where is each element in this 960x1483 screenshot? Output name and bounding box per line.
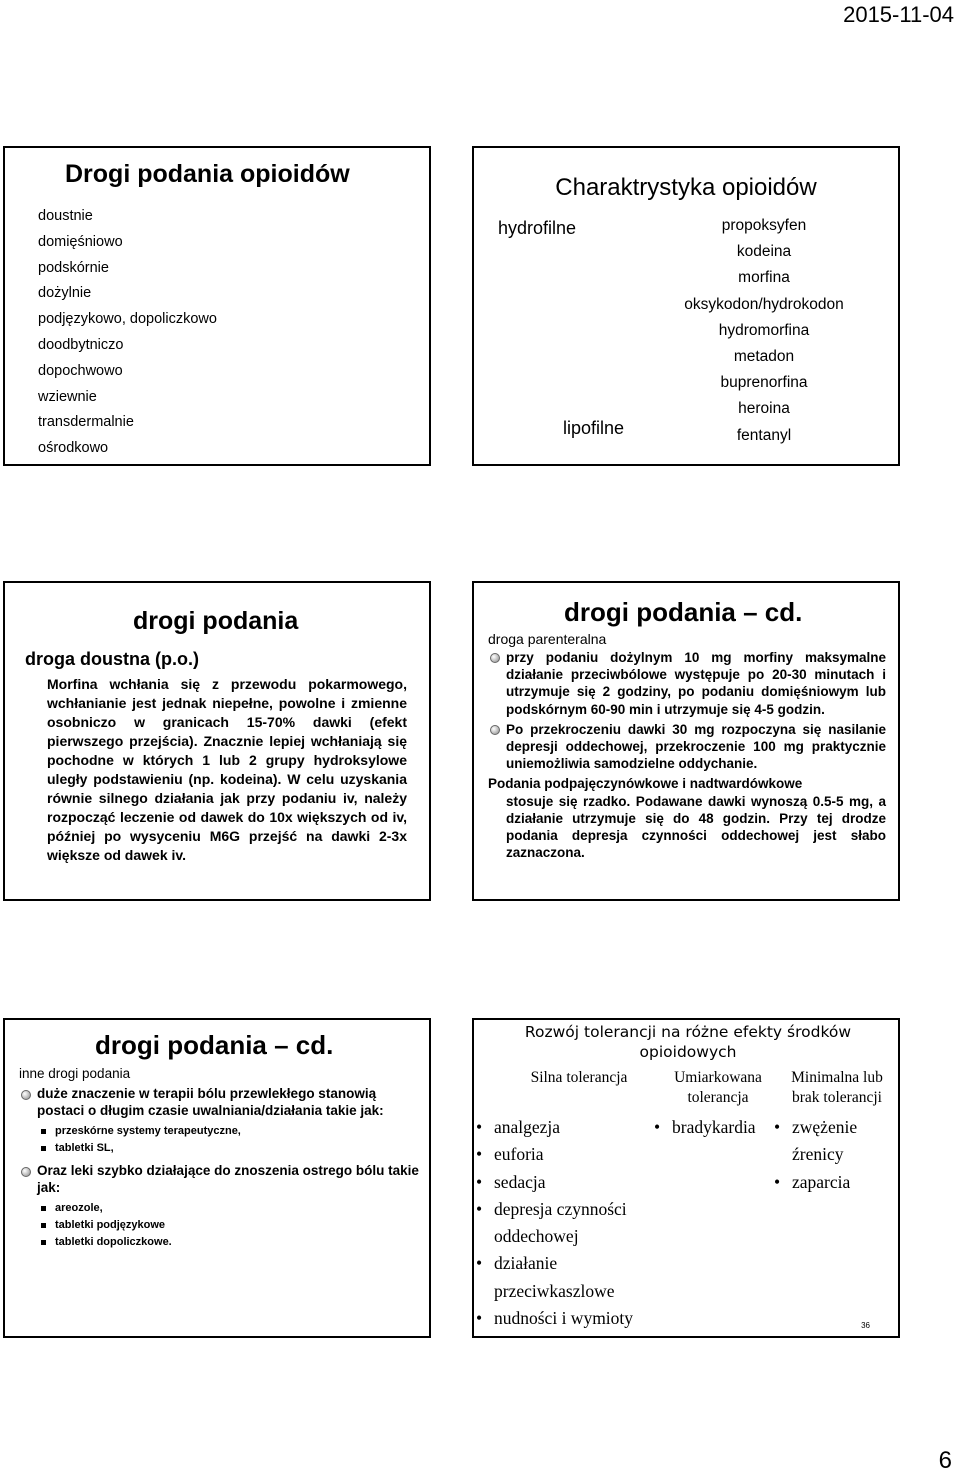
title-line: opioidowych: [639, 1043, 737, 1061]
list-item-continuation: przeciwkaszlowe: [494, 1280, 615, 1301]
bullet-item: [19, 1086, 419, 1119]
slide-title: drogi podania: [133, 607, 299, 635]
list-item: fentanyl: [736, 426, 792, 444]
header-line: tolerancja: [687, 1089, 749, 1106]
list-item: ośrodkowo: [38, 440, 109, 457]
content-block: [488, 649, 886, 861]
title-line: Rozwój tolerancji na różne efekty środków: [524, 1023, 852, 1041]
list-item: dopochwowo: [38, 362, 123, 379]
list-item: • euforia: [476, 1141, 651, 1168]
slide-title: [514, 1022, 862, 1062]
list-item: propoksyfen: [721, 217, 807, 234]
bullet-text: Po przekroczeniu dawki 30 mg rozpoczyna się nasilanie depresji oddechowej, przekroczenie 100 mg praktycznie uniemożliwia samodzielne oddychanie.: [506, 721, 886, 772]
list-item: doodbytniczo: [38, 336, 124, 353]
slide-subtitle: inne drogi podania: [19, 1066, 131, 1081]
slide-title: Drogi podania opioidów: [65, 160, 350, 188]
slide-tolerance-development: [472, 1018, 900, 1338]
sub-list: [19, 1200, 419, 1251]
list-item: • zaparcia: [774, 1169, 894, 1196]
list-item: podjęzykowo, dopoliczkowo: [38, 311, 217, 328]
routes-list: [38, 206, 217, 464]
slide-other-routes: [3, 1018, 431, 1338]
bullet-icon: [21, 1167, 31, 1177]
list-item: dożylnie: [38, 285, 92, 302]
column-header-minimal: [776, 1068, 898, 1108]
slide-oral-route: [3, 581, 431, 901]
list-item: metadon: [733, 347, 795, 365]
list-item: kodeina: [736, 243, 792, 261]
list-item: tabletki SL,: [41, 1140, 419, 1157]
bullet-text: Oraz leki szybko działające do znoszenia ostrego bólu takie jak:: [37, 1163, 419, 1195]
page-number: 6: [938, 1447, 952, 1474]
slide-title: Charaktrystyka opioidów: [555, 174, 817, 201]
slide-parenteral-route: [472, 581, 900, 901]
moderate-tolerance-list: [654, 1114, 774, 1141]
list-item: areozole,: [41, 1200, 419, 1217]
list-item-continuation: źrenicy: [792, 1144, 844, 1165]
list-item: • sedacja: [476, 1169, 651, 1196]
column-header-moderate: [654, 1068, 782, 1108]
list-item: wziewnie: [38, 388, 97, 405]
list-item: transdermalnie: [38, 414, 134, 431]
paragraph-lead: Podania podpajęczynówkowe i nadtwardówkowe: [488, 776, 803, 792]
sub-list: [19, 1123, 419, 1157]
header-line: Minimalna lub: [791, 1069, 883, 1086]
list-item: • depresja czynności: [476, 1196, 651, 1223]
slide-title: drogi podania – cd.: [564, 597, 803, 627]
list-item: buprenorfina: [720, 374, 808, 392]
opioid-list: [654, 216, 874, 452]
bullet-item: [488, 721, 886, 773]
list-item: podskórnie: [38, 259, 109, 276]
body-text: Morfina wchłania się z przewodu pokarmowego, wchłanianie jest jednak niepełne, powolne i zmienne osobniczo w granicach 15-70% dawki (efekt pierwszego przejścia). Znacznie lepiej wchłaniają się pochodne w których 1 lub 2 grupy hydroksylowe uległy podstawieniu (np. kodeina). W celu uzyskania równie silnego działania jak przy podaniu iv, należy rozpocząć leczenie od dawek do 10x większych od iv, później po wysyceniu M6G przejść na dawki 2-3x większe od dawek iv.: [47, 676, 407, 863]
bullet-text: duże znaczenie w terapii bólu przewlekłego stanowią postaci o długim czasie uwalniania/działania takie jak:: [37, 1086, 384, 1118]
strong-tolerance-list: [476, 1114, 651, 1332]
bullet-item: [488, 649, 886, 718]
list-item: domięśniowo: [38, 233, 123, 250]
lipophilic-label: lipofilne: [563, 418, 625, 438]
paragraph-rest: stosuje się rzadko. Podawane dawki wynoszą 0.5-5 mg, a działanie utrzymuje się do 48 godzin. Przy tej drodze podania depresja czynności oddechowej jest słabo zaznaczona.: [506, 793, 886, 861]
list-item: • działanie: [476, 1250, 651, 1277]
header-line: Umiarkowana: [674, 1069, 762, 1086]
minimal-tolerance-list: [774, 1114, 894, 1196]
list-item: doustnie: [38, 208, 93, 224]
list-item: tabletki podjęzykowe: [41, 1217, 419, 1234]
bullet-icon: [21, 1090, 31, 1100]
bullet-icon: [490, 653, 500, 663]
slide-subtitle: droga parenteralna: [488, 631, 607, 647]
date-header: 2015-11-04: [843, 2, 954, 27]
list-item: hydromorfina: [718, 321, 810, 339]
paragraph: [488, 775, 886, 861]
list-item: • analgezja: [476, 1114, 651, 1141]
header-line: brak tolerancji: [792, 1089, 882, 1106]
slide-opioid-characteristics: [472, 146, 900, 466]
list-item: • bradykardia: [654, 1114, 774, 1141]
list-item: morfina: [738, 269, 790, 287]
list-item: oksykodon/hydrokodon: [684, 295, 844, 313]
list-item: • nudności i wymioty: [476, 1305, 651, 1332]
bullet-text: przy podaniu dożylnym 10 mg morfiny maksymalne działanie przeciwbólowe występuje po 20-30 minutach i utrzymuje się 2 godziny, po podaniu domięśniowym lub podskórnym 60-90 min i utrzymuje się 4-5 godzin.: [506, 650, 886, 717]
slide-subtitle: droga doustna (p.o.): [25, 649, 199, 669]
list-item: • zwężenie: [774, 1114, 894, 1141]
bullet-item: [19, 1163, 419, 1196]
list-item: heroina: [738, 400, 790, 418]
list-item: tabletki dopoliczkowe.: [41, 1234, 419, 1251]
slide-title: drogi podania – cd.: [95, 1030, 334, 1060]
column-header-strong: Silna tolerancja: [530, 1069, 628, 1086]
slide-number: 36: [861, 1321, 870, 1330]
content-block: [19, 1086, 419, 1257]
hydrophilic-label: hydrofilne: [498, 218, 577, 238]
list-item: przeskórne systemy terapeutyczne,: [41, 1123, 419, 1140]
list-item-continuation: oddechowej: [494, 1226, 579, 1247]
slide-routes-of-administration: [3, 146, 431, 466]
bullet-icon: [490, 725, 500, 735]
